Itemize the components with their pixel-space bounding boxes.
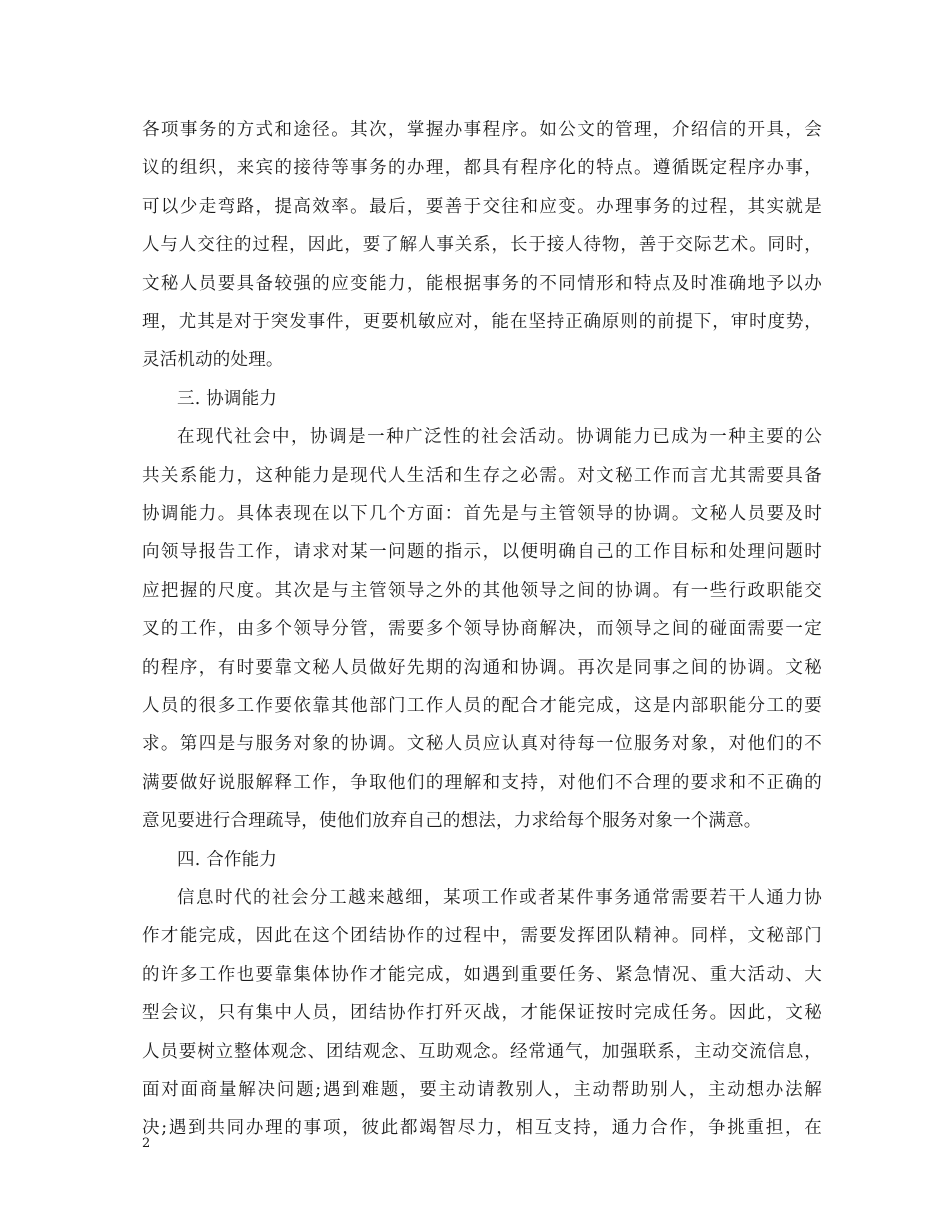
paragraph-line: 可以少走弯路，提高效率。最后，要善于交往和应变。办理事务的过程，其实就是 [142, 196, 822, 217]
paragraph-line: 向领导报告工作，请求对某一问题的指示，以便明确自己的工作目标和处理问题时 [142, 542, 822, 563]
paragraph-line: 在现代社会中，协调是一种广泛性的社会活动。协调能力已成为一种主要的公 [177, 427, 822, 448]
paragraph-line: 决;遇到共同办理的事项，彼此都竭智尽力，相互支持，通力合作，争挑重担，在 [142, 1118, 822, 1139]
page-number: 2 [142, 1136, 151, 1151]
paragraph-line: 型会议，只有集中人员，团结协作打歼灭战，才能保证按时完成任务。因此，文秘 [142, 1003, 822, 1024]
paragraph-line: 面对面商量解决问题;遇到难题，要主动请教别人，主动帮助别人，主动想办法解 [142, 1080, 822, 1100]
paragraph-line: 各项事务的方式和途径。其次，掌握办事程序。如公文的管理，介绍信的开具，会 [142, 120, 822, 140]
paragraph-line: 文秘人员要具备较强的应变能力，能根据事务的不同情形和特点及时准确地予以办 [142, 273, 822, 294]
paragraph-line: 求。第四是与服务对象的协调。文秘人员应认真对待每一位服务对象，对他们的不 [142, 734, 822, 755]
paragraph-line: 应把握的尺度。其次是与主管领导之外的其他领导之间的协调。有一些行政职能交 [142, 580, 822, 601]
paragraph-line: 协调能力。具体表现在以下几个方面：首先是与主管领导的协调。文秘人员要及时 [142, 504, 822, 524]
paragraph-line: 满要做好说服解释工作，争取他们的理解和支持，对他们不合理的要求和不正确的 [142, 772, 822, 793]
paragraph-line: 作才能完成，因此在这个团结协作的过程中，需要发挥团队精神。同样，文秘部门 [142, 926, 822, 947]
paragraph-line: 共关系能力，这种能力是现代人生活和生存之必需。对文秘工作而言尤其需要具备 [142, 465, 822, 486]
section-heading: 四. 合作能力 [177, 849, 278, 870]
paragraph-line: 人员要树立整体观念、团结观念、互助观念。经常通气，加强联系，主动交流信息， [142, 1041, 822, 1062]
paragraph-line: 的许多工作也要靠集体协作才能完成，如遇到重要任务、紧急情况、重大活动、大 [142, 964, 822, 985]
paragraph-line: 的程序，有时要靠文秘人员做好先期的沟通和协调。再次是同事之间的协调。文秘 [142, 657, 822, 678]
paragraph-line: 灵活机动的处理。 [142, 350, 284, 371]
paragraph-line: 议的组织，来宾的接待等事务的办理，都具有程序化的特点。遵循既定程序办事， [142, 158, 822, 179]
paragraph-line: 叉的工作，由多个领导分管，需要多个领导协商解决，而领导之间的碰面需要一定 [142, 619, 822, 640]
section-heading: 三. 协调能力 [177, 388, 278, 409]
paragraph-line: 人员的很多工作要依靠其他部门工作人员的配合才能完成，这是内部职能分工的要 [142, 696, 822, 716]
paragraph-line: 理，尤其是对于突发事件，更要机敏应对，能在坚持正确原则的前提下，审时度势， [142, 312, 822, 332]
paragraph-line: 人与人交往的过程，因此，要了解人事关系，长于接人待物，善于交际艺术。同时， [142, 235, 822, 256]
paragraph-line: 信息时代的社会分工越来越细，某项工作或者某件事务通常需要若干人通力协 [177, 888, 822, 908]
paragraph-line: 意见要进行合理疏导，使他们放弃自己的想法，力求给每个服务对象一个满意。 [142, 811, 762, 832]
